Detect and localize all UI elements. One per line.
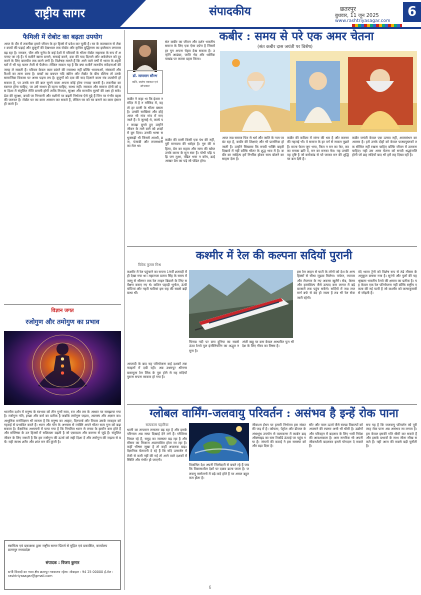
author-photo: [133, 40, 157, 72]
author-role: कवि, स्वतंत्र पत्रकार एवं स्तंभकार: [132, 80, 158, 88]
kabir-caption: (संत कबीर दास जयंती पर विशेष): [257, 45, 313, 50]
meditation-image: [4, 331, 121, 405]
site-url[interactable]: www.rashtriyasagar.com: [335, 19, 391, 24]
column-divider: [124, 30, 125, 590]
kabir-headline: कबीर : समय से परे एक अमर चेतना: [219, 29, 374, 43]
page-footer: 6: [208, 585, 212, 590]
kabir-column-3: आज जब समाज फिर से धर्म और जाति के नाम पर बंट रहा है, कबीर की शिक्षाएं और भी प्रासंगिक हो जाती हैं। उन्होंने सिखाया कि सच्ची भक्ति बाहरी दिखावे में नहीं बल्कि भीतर के शुद्ध भाव में है। कबीर का साहित्य हमें निर्भीक होकर सत्य बोलने का साहस देता है।: [222, 136, 284, 162]
editorial-headline: फैमिली में रोबोट का बढ़ता उपयोग: [22, 33, 103, 41]
lab-kicker: विज्ञान जगत: [51, 308, 74, 314]
author-name: डॉ. सत्यवान सौरभ: [132, 74, 158, 78]
kabir-column-1: कबीर ने कहा था कि ईश्वर न मंदिर में है न मस्जिद में, वह तो हर प्राणी के भीतर बसता है। उनकी साखियां और दोहे आज भी गांव गांव में गाए जाते हैं। वे जुलाहे थे, करघे पर कपड़ा बुनते हुए उन्होंने जीवन के ताने बाने को शब्दों में बुन दिया। उनकी भाषा सधुक्कड़ी थी जिसमें अवधी, ब्रज, पंजाबी और राजस्थानी का मेल था।: [127, 97, 163, 149]
brand-logo: [0, 0, 120, 27]
divider: [127, 246, 417, 247]
page-number: 6: [403, 2, 421, 22]
rail-column-1: कश्मीर में रेल पहुंचाने का सपना 19वीं शताब्दी में ही देखा गया था। महाराजा प्रताप सिंह के समय में जम्मू से श्रीनगर तक रेल लाइन बिछाने के लिए सर्वेक्षण कराए गए थे। कठिन पहाड़ी भूगोल, ऊंची चोटियां और गहरी घाटियां इस राह की सबसे बड़ी बाधा थीं।: [127, 270, 187, 296]
rail-author: विवेक कुमार मिश्र: [138, 263, 161, 267]
divider: [127, 404, 417, 405]
train-photo: [189, 270, 293, 338]
city-label: छतरपुर: [340, 6, 356, 13]
kabir-illustration: [220, 51, 417, 132]
rail-column-2: चिनाब नदी पर बना दुनिया का सबसे ऊंचा रेलवे पुल इंजीनियरिंग का अद्भुत नमूना है।: [189, 340, 239, 353]
gw-column-3: जीवाश्म ईंधन पर हमारी निर्भरता इस संकट की जड़ में है। कोयला, पेट्रोल और डीजल के अंधाधुंध उपयोग से वातावरण में कार्बन डाइऑक्साइड का स्तर रिकॉर्ड ऊंचाई पर पहुंच गया है। जंगलों की कटाई ने इस समस्या को और बढ़ा दिया है।: [252, 423, 306, 449]
rail-column-5: वंदे भारत ट्रेनों को विशेष रूप से ठंडे मौसम के अनुकूल बनाया गया है। सुरंगों और पुलों की यह श्रृंखला भारतीय रेलवे की क्षमता का प्रतीक है। यह केवल एक रेल परियोजना नहीं बल्कि राष्ट्रीय एकता की नई पटरी है जो कश्मीर को कन्याकुमारी से जोड़ती है।: [358, 270, 417, 296]
brand-text: राष्ट्रीय सागर: [35, 6, 85, 20]
kabir-column-5: कबीर जयंती केवल एक उत्सव नहीं, आत्ममंथन का अवसर है। हमें उनके दोहों को केवल पाठ्यपुस्तकों तक सीमित नहीं रखना चाहिए बल्कि जीवन में उतारना चाहिए। यही उस अमर चेतना को सच्ची श्रद्धांजलि होगी जो छह सदियों बाद भी हमें राह दिखा रही है।: [352, 136, 417, 158]
rail-headline: कश्मीर में रेल की कल्पना सदियों पुरानी: [195, 249, 353, 262]
kabir-column-4: कबीर की कविता में व्यंग्य की धार है और करुणा की गहराई भी। वे समाज के हर वर्ग से सवाल पूछते हैं। माला फेरत जुग भया, फिरा न मन का फेर, कर का मनका डारि दे, मन का मनका फेर। यह उनकी वह दृष्टि है जो कर्मकांड से परे जाकर मन की शुद्धि पर बल देती है।: [287, 136, 349, 162]
editorial-body: आज के दौर में तकनीक हमारे जीवन के हर हिस्से में प्रवेश कर चुकी है। घर के कामकाज से लेकर बच्चों की पढ़ाई और बुजुर्गों की देखभाल तक रोबोट और कृत्रिम बुद्धिमत्ता का इस्तेमाल लगातार बढ़ रहा है। जापान, चीन और यूरोप के कई देशों में परिवारों के भीतर रोबोट सहायक के रूप में अपनाए जा रहे हैं। ये मशीनें खाना बनाने, सफाई करने, दवा की याद दिलाने और अकेलेपन को दूर करने के लिए बातचीत तक करने लगी हैं। विशेषज्ञ मानते हैं कि आने वाले वर्षों में भारत के शहरी घरों में भी यह चलन तेजी से फैलेगा। लेकिन सवाल यह है कि क्या मशीनें मानवीय संवेदनाओं की जगह ले सकती हैं। परिवार केवल काम बांटने की व्यवस्था नहीं बल्कि भावनाओं, संस्कारों और रिश्तों का ताना बाना है। बच्चों का बचपन यदि स्क्रीन और रोबोट के बीच बीतेगा तो उनके सामाजिक विकास पर असर पड़ना तय है। बुजुर्गों को दवा की याद दिलाने वाला यंत्र उपयोगी हो सकता है, पर उनके मन की बात सुनने वाला अपना कोई होना ज्यादा जरूरी है। तकनीक का स्वागत होना चाहिए, पर उसे साधन ही रहना चाहिए, साध्य नहीं। सरकार और समाज दोनों को इस दिशा में संतुलित नीति बनानी होगी ताकि निजता, सुरक्षा और मानवीय मूल्यों की रक्षा हो सके। डेटा की सुरक्षा, बच्चों पर निगरानी और मशीनों पर बढ़ती निर्भरता ऐसे मुद्दे हैं जिन पर गंभीर बहस की जरूरत है। रोबोट घर का काम आसान कर सकते हैं, लेकिन घर को घर बनाने का काम इंसान ही करते हैं।: [4, 42, 121, 107]
imprint-contact: सभी विवादों का न्याय क्षेत्र छतरपुर न्यायालय रहेगा। मोबाइल : 94 25 00000 ई-मेल : rashtriyasagar@gmail.com: [8, 570, 114, 579]
gw-author: सत्यकाम पहारिया: [145, 423, 169, 427]
gw-headline: ग्लोबल वार्मिंग-जलवायु परिवर्तन : असंभव है इन्हें रोक पाना: [149, 406, 399, 420]
divider: [4, 304, 121, 305]
imprint-line: स्वामित्व एवं प्रकाशक द्वारा राष्ट्रीय सागर प्रिंटर्स से मुद्रित एवं प्रकाशित, कार्यालय छतरपुर मध्यप्रदेश: [8, 544, 108, 553]
date-line: बुधवार, 11 जून 2025: [335, 13, 379, 19]
kabir-column-2: कबीर की वाणी किसी एक पंथ की नहीं, पूरी मानवता की धरोहर है। गुरु की महिमा, प्रेम का महत्व और सत्य की खोज उनके काव्य के मूल स्वर हैं। पोथी पढ़ि पढ़ि जग मुआ, पंडित भया न कोय, ढाई आखर प्रेम का पढ़े सो पंडित होय।: [165, 138, 215, 164]
rail-column-3: अंजी खड्ड पर बना केबल आधारित पुल भी देश के लिए गौरव का विषय है।: [242, 340, 294, 349]
gw-column-4: सौर और पवन ऊर्जा जैसे स्वच्छ विकल्पों को अपनाने की रफ्तार अभी भी धीमी है। उद्योगों और परिवहन में बदलाव के लिए भारी निवेश की आवश्यकता है। आम नागरिक भी अपनी जीवनशैली बदलकर इसमें योगदान दे सकते हैं।: [309, 423, 363, 449]
section-title: संपादकीय: [209, 4, 251, 18]
kabir-lead: संत कबीर का जीवन और दर्शन भारतीय समाज के लिए एक ऐसा दर्पण है जिसमें हर युग अपना चेहरा देख सकता है। उन्होंने आडंबर, जाति भेद और धार्मिक पाखंड पर करारा प्रहार किया।: [165, 40, 215, 62]
earth-photo: [189, 423, 249, 461]
gw-column-5: सच यह है कि जलवायु परिवर्तन को पूरी तरह रोक पाना अब असंभव सा लगता है। हम केवल इसकी गति धीमी कर सकते हैं और इसके प्रभावों के साथ जीना सीख सकते हैं। यही आज की सबसे बड़ी चुनौती है।: [366, 423, 417, 449]
lab-body: भारतीय दर्शन में मनुष्य के स्वभाव को तीन गुणों सत्व, रज और तम के आधार पर समझाया गया है। रजोगुण गति, इच्छा और कर्म का प्रतीक है जबकि तमोगुण जड़ता, आलस्य और अज्ञान का। आधुनिक मनोविज्ञान भी मानता है कि मनुष्य का आहार, दिनचर्या और विचार उसके व्यवहार को गहराई से प्रभावित करते हैं। ध्यान और योग के अभ्यास से व्यक्ति अपने भीतर सत्व गुण को बढ़ा सकता है। वैज्ञानिक अध्ययनों में पाया गया है कि नियमित ध्यान से तनाव के हार्मोन कम होते हैं और मस्तिष्क के उन हिस्सों में सक्रियता बढ़ती है जो एकाग्रता और करुणा से जुड़े हैं। संतुलित जीवन के लिए जरूरी है कि हम रजोगुण की ऊर्जा को सही दिशा दें और तमोगुण की जड़ता से बचें। यही स्वस्थ शरीर और शांत मन की कुंजी है।: [4, 410, 121, 445]
gw-column-2: विकसित देश अपनी जिम्मेदारी से बचते रहे हैं जबकि विकासशील देशों पर दबाव डाला जाता है। जलवायु सम्मेलनों में बड़े वादे होते हैं पर अमल बहुत कम होता है।: [189, 463, 249, 480]
brand-tail: [120, 0, 146, 27]
lab-headline: रजोगुण और तमोगुण का प्रभाव: [25, 318, 100, 326]
rail-column-4: इस रेल लाइन से घाटी के लोगों को देश के अन्य हिस्सों से सीधा जुड़ाव मिलेगा। पर्यटन, व्यापार और रोजगार के नए अवसर खुलेंगे। सेब, केसर और हस्तशिल्प जैसे उत्पाद कम लागत में बड़े बाजारों तक पहुंच सकेंगे। सर्दियों में जब राजमार्ग बर्फ से बंद हो जाता है तब भी रेल सेवा जारी रहेगी।: [297, 270, 355, 300]
editor-name: संपादक : विजय कुमार: [45, 560, 80, 565]
gw-column-1: धरती का तापमान लगातार बढ़ रहा है और इसके परिणाम अब साफ दिखाई देने लगे हैं। ग्लेशियर पिघल रहे हैं, समुद्र का जलस्तर बढ़ रहा है और मौसम का मिजाज अप्रत्याशित होता जा रहा है। कहीं भीषण सूखा है तो कहीं अचानक बाढ़। वैज्ञानिक चेतावनी दे रहे हैं कि यदि उत्सर्जन में तेजी से कमी नहीं की गई तो आने वाले दशकों में स्थिति और गंभीर हो जाएगी।: [127, 428, 187, 463]
rail-column-1b: आजादी के बाद यह परियोजना कई दशकों तक फाइलों में दबी रही। अब उधमपुर श्रीनगर बारामूला रेल लिंक के पूरा होने से यह सदियों पुराना सपना साकार हो गया है।: [127, 362, 187, 379]
